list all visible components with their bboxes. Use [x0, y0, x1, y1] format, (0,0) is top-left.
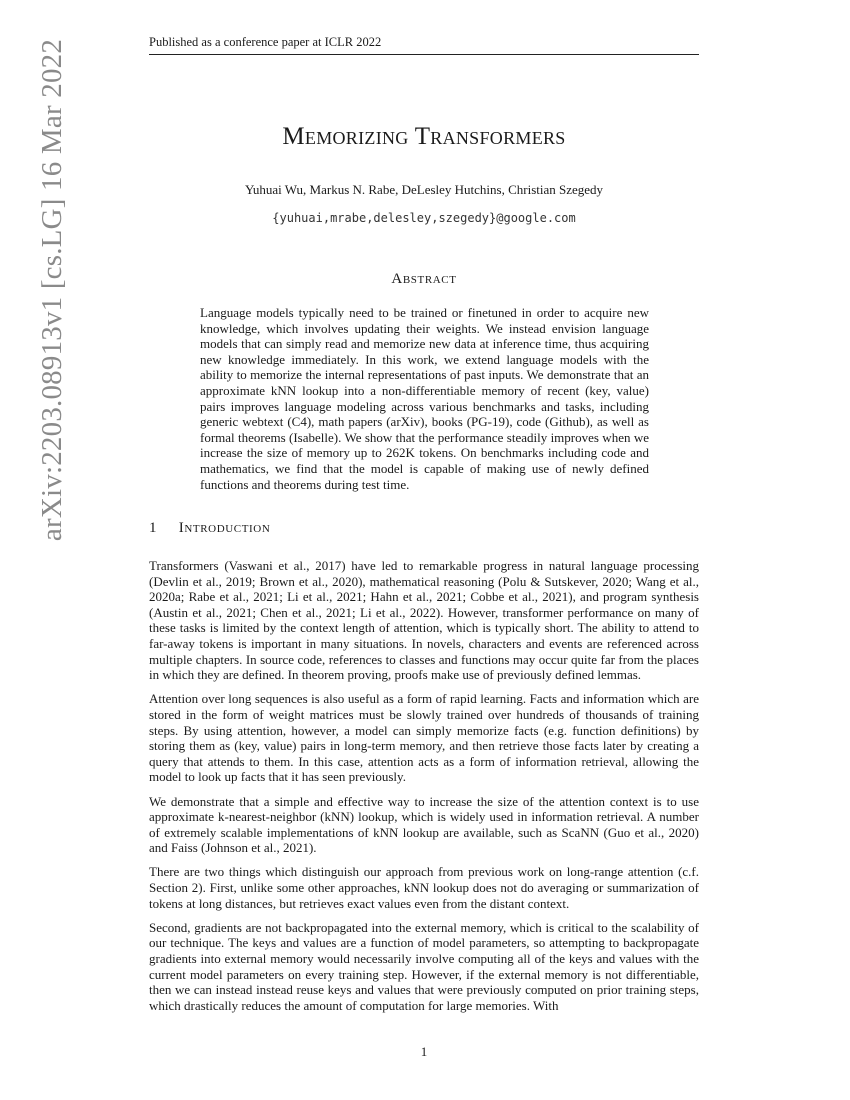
author-list: Yuhuai Wu, Markus N. Rabe, DeLesley Hutchins, Christian Szegedy: [244, 182, 604, 197]
section-title: Introduction: [178, 520, 271, 536]
abstract-text: Language models typically need to be trained or finetuned in order to acquire new knowledge, which involves updating their weights. We instead envision language models that can simply read and memorize new data at inference time, thus acquiring new knowledge immediately. In this work, we extend language models with the ability to memorize the internal representations of past inputs. We demonstrate that an approximate kNN lookup into a non-differentiable memory of recent (key, value) pairs improves language modeling across various benchmarks and tasks, including generic webtext (C4), math papers (arXiv), books (PG-19), code (Github), as well as formal theorems (Isabelle). We show that the performance steadily improves when we increase the size of memory up to 262K tokens. On benchmarks including code and mathematics, we find that the model is capable of making use of newly defined functions and theorems during test time.: [200, 305, 649, 492]
running-header: Published as a conference paper at ICLR 2022: [149, 35, 382, 49]
page-number: 1: [420, 1044, 428, 1059]
paragraph: There are two things which distinguish our approach from previous work on long-range attention (c.f. Section 2). First, unlike some other approaches, kNN lookup does not do averaging or summarization of tokens at long distances, but retrieves exact values even from the distant context.: [149, 864, 699, 911]
arxiv-stamp-text: arXiv:2203.08913v1 [cs.LG] 16 Mar 2022: [36, 38, 68, 542]
paragraph: Attention over long sequences is also useful as a form of rapid learning. Facts and information which are stored in the form of weight matrices must be slowly trained over hundreds of thousands of training steps. By using attention, however, a model can simply memorize facts (e.g. function definitions) by storing them as (key, value) pairs in long-term memory, and then retrieve those facts later by creating a query that attends to them. In this case, attention acts as a form of information retrieval, allowing the model to look up facts that it has seen previously.: [149, 691, 699, 785]
header-rule: [149, 54, 699, 55]
paper-title: Memorizing Transformers: [282, 123, 566, 150]
section-body: [149, 558, 699, 1022]
section-number: 1: [149, 520, 157, 536]
paragraph: Transformers (Vaswani et al., 2017) have led to remarkable progress in natural language processing (Devlin et al., 2019; Brown et al., 2020), mathematical reasoning (Polu & Sutskever, 2020; Wang et al., 2020a; Rabe et al., 2021; Li et al., 2021; Hahn et al., 2021; Cobbe et al., 2021), and program synthesis (Austin et al., 2021; Chen et al., 2021; Li et al., 2022). However, transformer performance on many of these tasks is limited by the context length of attention, which is typically short. The ability to attend to far-away tokens is important in many situations. In novels, characters and events are referenced across multiple chapters. In source code, references to classes and functions may occur quite far from the places in which they are defined. In theorem proving, proofs make use of previously defined lemmas.: [149, 558, 699, 683]
paragraph: Second, gradients are not backpropagated into the external memory, which is critical to the scalability of our technique. The keys and values are a function of model parameters, so attempting to backpropagate gradients into external memory would necessarily involve computing all of the keys and values with the current model parameters on every training step. However, if the external memory is not differentiable, then we can instead instead reuse keys and values that were previously computed on prior training steps, which drastically reduces the amount of computation for large memories. With: [149, 919, 699, 1013]
paragraph: We demonstrate that a simple and effective way to increase the size of the attention context is to use approximate k-nearest-neighbor (kNN) lookup, which is widely used in information retrieval. A number of extremely scalable implementations of kNN lookup are available, such as ScaNN (Guo et al., 2020) and Faiss (Johnson et al., 2021).: [149, 793, 699, 856]
section-heading: [149, 520, 699, 537]
abstract-heading: Abstract: [391, 271, 457, 287]
author-emails: {yuhuai,mrabe,delesley,szegedy}@google.com: [272, 211, 576, 225]
